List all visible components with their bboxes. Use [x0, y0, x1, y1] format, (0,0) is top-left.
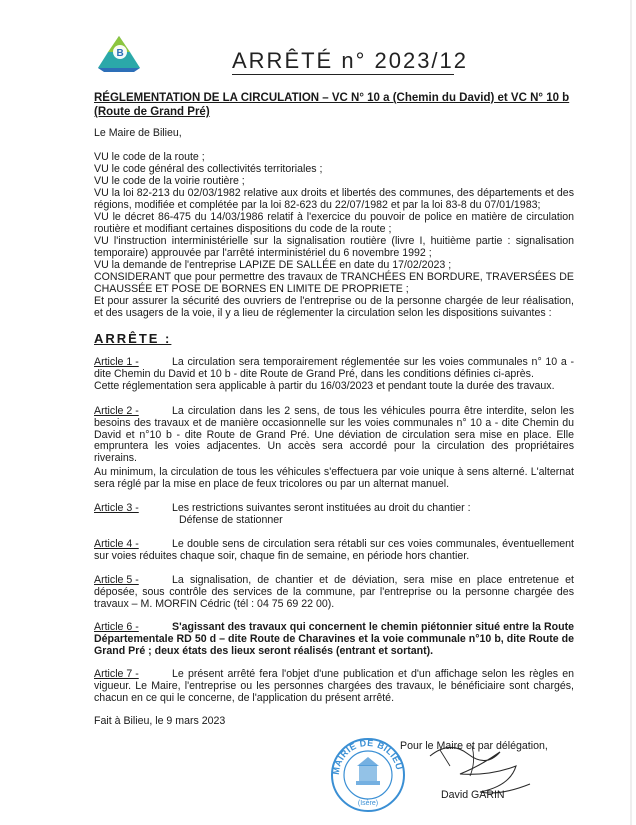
- title-underline: [232, 74, 454, 75]
- vu-line: VU la demande de l'entreprise LAPIZE DE SALLÉE en date du 17/02/2023 ;: [94, 259, 452, 271]
- article-3-text: Les restrictions suivantes seront instituées au droit du chantier :: [172, 502, 471, 514]
- article-6-text: S'agissant des travaux qui concernent le chemin piétonnier situé entre la Route Départementale RD 50 d – dite Route de Charavines et la voie communale n°10 b, dite Route de Grand Pré ; deux états des lieux seront réalisés (entrant et sortant).: [94, 621, 574, 657]
- article-7: [94, 669, 574, 704]
- article-1: [94, 357, 574, 381]
- done-at: Fait à Bilieu, le 9 mars 2023: [94, 715, 226, 727]
- mairie-stamp-icon: [329, 733, 407, 815]
- delegation-text: Pour le Maire et par délégation,: [400, 740, 548, 752]
- vu-line: VU le décret 86-475 du 14/03/1986 relatif à l'exercice du pouvoir de police en matière de circulation routière et modifiant certaines dispositions du code de la route ;: [94, 211, 574, 235]
- article-4-text: Le double sens de circulation sera rétabli sur ces voies communales, éventuellement sur voies réduites chaque soir, chaque fin de semaine, en période hors chantier.: [94, 538, 574, 562]
- article-6-label: Article 6 -: [94, 621, 139, 633]
- page-edge: [630, 0, 632, 825]
- article-2-text: La circulation dans les 2 sens, de tous les véhicules pourra être interdite, selon les besoins des travaux et de manière occasionnelle sur les voies communales n° 10 a - dite Chemin du David et n°10 b - dite Route de Grand Pré. Une déviation de circulation sera mise en place. Elle empruntera les voies adjacentes. Un accès sera accordé pour la circulation des propriétaires riverains.: [94, 405, 574, 465]
- page-title: ARRÊTÉ n° 2023/12: [232, 48, 469, 73]
- article-2: [94, 406, 574, 465]
- arrete-heading: ARRÊTE :: [94, 331, 172, 346]
- article-1-label: Article 1 -: [94, 356, 139, 368]
- vu-line: VU le code général des collectivités territoriales ;: [94, 163, 323, 175]
- article-6: [94, 622, 574, 657]
- document-subject: RÉGLEMENTATION DE LA CIRCULATION – VC N° 10 a (Chemin du David) et VC N° 10 b (Route de Grand Pré): [94, 92, 570, 118]
- article-7-label: Article 7 -: [94, 668, 139, 680]
- article-5-text: La signalisation, de chantier et de déviation, sera mise en place entretenue et déposée, sous contrôle des services de la commune, par l'entreprise ou la personne chargée des travaux – M. MORFIN Cédric (tél : 04 75 69 22 00).: [94, 574, 574, 610]
- considerant-line: CONSIDERANT que pour permettre des travaux de TRANCHÉES EN BORDURE, TRAVERSÉES DE CHAUSSÉE ET POSE DE BORNES EN LIMITE DE PROPRIETE ;: [94, 271, 574, 295]
- article-5-label: Article 5 -: [94, 574, 139, 586]
- article-2-text-2: Au minimum, la circulation de tous les véhicules s'effectuera par voie unique à sens alterné. L'alternat sera réglé par la mise en place de feux tricolores ou par un alternat manuel.: [94, 466, 574, 490]
- article-4-label: Article 4 -: [94, 538, 139, 550]
- stamp-sub: (Isère): [357, 800, 379, 807]
- article-4: [94, 539, 574, 563]
- security-line: Et pour assurer la sécurité des ouvriers de l'entreprise ou de la personne chargée de leur réalisation, et des usagers de la voie, il y a lieu de réglementer la circulation selon les dispositions suivantes :: [94, 295, 574, 319]
- stamp-text: MAIRIE DE BILIEU: [330, 737, 405, 776]
- article-2-label: Article 2 -: [94, 405, 139, 417]
- bilieu-logo-icon: [94, 34, 144, 74]
- article-7-text: Le présent arrêté fera l'objet d'une publication et d'un affichage selon les règles en vigueur. Le Maire, l'entreprise ou les personnes chargées des travaux, le bénéficiaire sont chargés, chacun en ce qui le concerne, de l'application du présent arrêté.: [94, 668, 574, 704]
- article-5: [94, 575, 574, 610]
- article-3: [94, 503, 574, 515]
- vu-line: VU la loi 82-213 du 02/03/1982 relative aux droits et libertés des communes, des départements et des régions, modifiée et complétée par la loi 82-623 du 22/07/1982 et par la loi 83-8 du 07/01/1983;: [94, 187, 574, 211]
- article-1-text: La circulation sera temporairement réglementée sur les voies communales n° 10 a - dite Chemin du David et 10 b - dite Route de Grand Pré, dans les conditions définies ci-après.: [94, 356, 574, 380]
- vu-line: VU le code de la voirie routière ;: [94, 175, 245, 187]
- signatory-name: David GARIN: [441, 789, 505, 801]
- greeting: Le Maire de Bilieu,: [94, 127, 182, 139]
- vu-line: VU l'instruction interministérielle sur la signalisation routière (livre I, huitième partie : signalisation temporaire) approuvée par l'arrêté interministériel du 6 novembre 1992 ;: [94, 235, 574, 259]
- article-1-text-2: Cette réglementation sera applicable à partir du 16/03/2023 et pendant toute la durée des travaux.: [94, 380, 555, 392]
- vu-line: VU le code de la route ;: [94, 151, 205, 163]
- article-3-text-2: Défense de stationner: [179, 514, 283, 526]
- svg-text:B: B: [116, 48, 124, 59]
- article-3-label: Article 3 -: [94, 502, 139, 514]
